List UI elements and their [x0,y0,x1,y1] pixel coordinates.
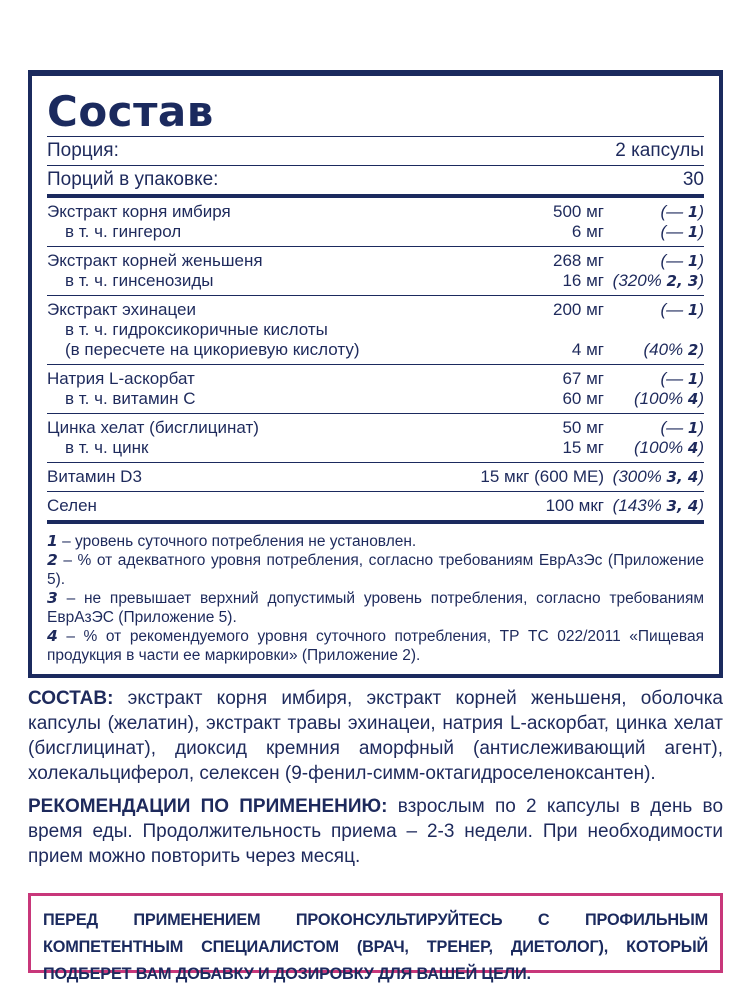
ingredient-group-zinc [47,414,704,463]
ingredient-percent: (300% 3, 4) [612,467,704,486]
ingredient-name: в т. ч. цинк [65,438,149,457]
footnote-ref: 1 [687,203,699,221]
ingredient-group-vitamin-d3 [47,463,704,492]
ingredient-row [47,369,704,389]
ingredient-amount [488,320,608,340]
footnote: 3 – не превышает верхний допустимый уровень потребления, согласно требованиям ЕврАзЭС (Приложение 5). [47,589,704,626]
ingredient-amount: 60 мг [562,389,604,408]
ingredient-percent: (— 1) [660,369,704,388]
ingredient-percent: (143% 3, 4) [612,496,704,515]
ingredient-group-ascorbate [47,365,704,414]
footnote: 4 – % от рекомендуемого уровня суточного потребления, ТР ТС 022/2011 «Пищевая продукция в части ее маркировки» (Приложение 2). [47,627,704,664]
ingredient-percent: (320% 2, 3) [612,271,704,290]
ingredient-name: в т. ч. витамин С [65,389,196,408]
ingredient-row [47,251,704,271]
ingredient-amount: 100 мкг [545,496,604,515]
supplement-facts-panel [28,70,723,678]
footnote-ref: 2, 3 [666,272,699,290]
ingredient-percent: (— 1) [660,418,704,437]
ingredient-group-echinacea [47,296,704,365]
ingredient-row [47,202,704,222]
footnote-ref: 3, 4 [666,497,699,515]
ingredient-row [47,496,704,516]
ingredient-percent [608,320,704,340]
ingredient-name: Экстракт корней женьшеня [47,251,263,270]
ingredient-name: Селен [47,496,97,515]
ingredient-name: Витамин D3 [47,467,142,486]
ingredient-row [47,320,704,340]
ingredient-percent: (— 1) [660,222,704,241]
serving-size-row [47,137,704,165]
ingredient-group-selenium [47,492,704,524]
ingredient-row [47,467,704,487]
footnote-ref: 4 [687,439,699,457]
ingredient-percent: (— 1) [660,251,704,270]
ingredient-row [47,389,704,409]
ingredient-row [47,222,704,242]
ingredient-percent: (100% 4) [634,389,704,408]
footnote-ref: 2 [687,341,699,359]
composition-paragraph [28,686,723,786]
ingredient-amount: 500 мг [553,202,604,221]
ingredient-name: Экстракт корня имбиря [47,202,231,221]
ingredient-row [47,271,704,291]
ingredient-amount: 16 мг [562,271,604,290]
ingredient-name: Цинка хелат (бисглицинат) [47,418,259,437]
ingredient-group-ginseng [47,247,704,296]
ingredient-amount: 15 мг [562,438,604,457]
servings-per-container-label: Порций в упаковке: [47,169,219,190]
footnote-ref: 1 [687,223,699,241]
footnote-ref: 3, 4 [666,468,699,486]
servings-per-container-row [47,166,704,194]
footnotes [47,524,704,665]
servings-per-container-value: 30 [682,169,704,190]
ingredient-name: в т. ч. гингерол [65,222,182,241]
ingredient-name: в т. ч. гидроксикоричные кислоты [65,320,328,339]
usage-paragraph [28,794,723,869]
serving-size-label: Порция: [47,140,119,161]
ingredient-amount: 4 мг [571,340,604,359]
footnote: 2 – % от адекватного уровня потребления, согласно требованиям ЕврАзЭс (Приложение 5). [47,551,704,588]
ingredient-row [47,418,704,438]
ingredient-group-ginger [47,198,704,247]
ingredient-row [47,438,704,458]
ingredient-name: (в пересчете на цикориевую кислоту) [65,340,360,359]
ingredient-row [47,300,704,320]
ingredient-row [47,340,704,360]
footnote-ref: 1 [687,419,699,437]
footnote-ref: 1 [687,252,699,270]
ingredient-amount: 200 мг [553,300,604,319]
ingredient-percent: (100% 4) [634,438,704,457]
ingredient-amount: 6 мг [571,222,604,241]
footnote-ref: 1 [687,301,699,319]
composition-label: СОСТАВ: [28,688,114,709]
ingredient-name: Натрия L-аскорбат [47,369,195,388]
panel-title: Состав [47,87,214,136]
ingredient-percent: (40% 2) [643,340,704,359]
ingredient-amount: 67 мг [562,369,604,388]
ingredient-percent: (— 1) [660,202,704,221]
usage-text: взрослым по 2 капсулы в день во время еды. Продолжительность приема – 2-3 недели. При необходимости прием можно повторить через месяц. [28,796,724,867]
warning-text: ПЕРЕД ПРИМЕНЕНИЕМ ПРОКОНСУЛЬТИРУЙТЕСЬ С ПРОФИЛЬНЫМ КОМПЕТЕНТНЫМ СПЕЦИАЛИСТОМ (ВРАЧ, ТРЕНЕР, ДИЕТОЛОГ), КОТОРЫЙ ПОДБЕРЕТ ВАМ ДОБАВКУ И ДОЗИРОВКУ ДЛЯ ВАШЕЙ ЦЕЛИ. [43,911,708,983]
ingredient-percent: (— 1) [660,300,704,319]
footnote-ref: 4 [687,390,699,408]
ingredient-name: в т. ч. гинсенозиды [65,271,214,290]
footnote-ref: 1 [687,370,699,388]
composition-text: экстракт корня имбиря, экстракт корней женьшеня, оболочка капсулы (желатин), экстракт травы эхинацеи, натрия L-аскорбат, цинка хелат (бисглицинат), диоксид кремния аморфный (антислеживающий агент), холекальциферол, селексен (9-фенил-симм-октагидроселеноксантен). [28,688,723,784]
footnote: 1 – уровень суточного потребления не установлен. [47,532,417,550]
ingredient-name: Экстракт эхинацеи [47,300,196,319]
usage-label: РЕКОМЕНДАЦИИ ПО ПРИМЕНЕНИЮ: [28,796,388,817]
serving-size-value: 2 капсулы [615,140,704,161]
ingredient-amount: 50 мг [562,418,604,437]
ingredient-amount: 268 мг [553,251,604,270]
warning-box [28,893,723,983]
ingredient-amount: 15 мкг (600 МЕ) [480,467,604,486]
